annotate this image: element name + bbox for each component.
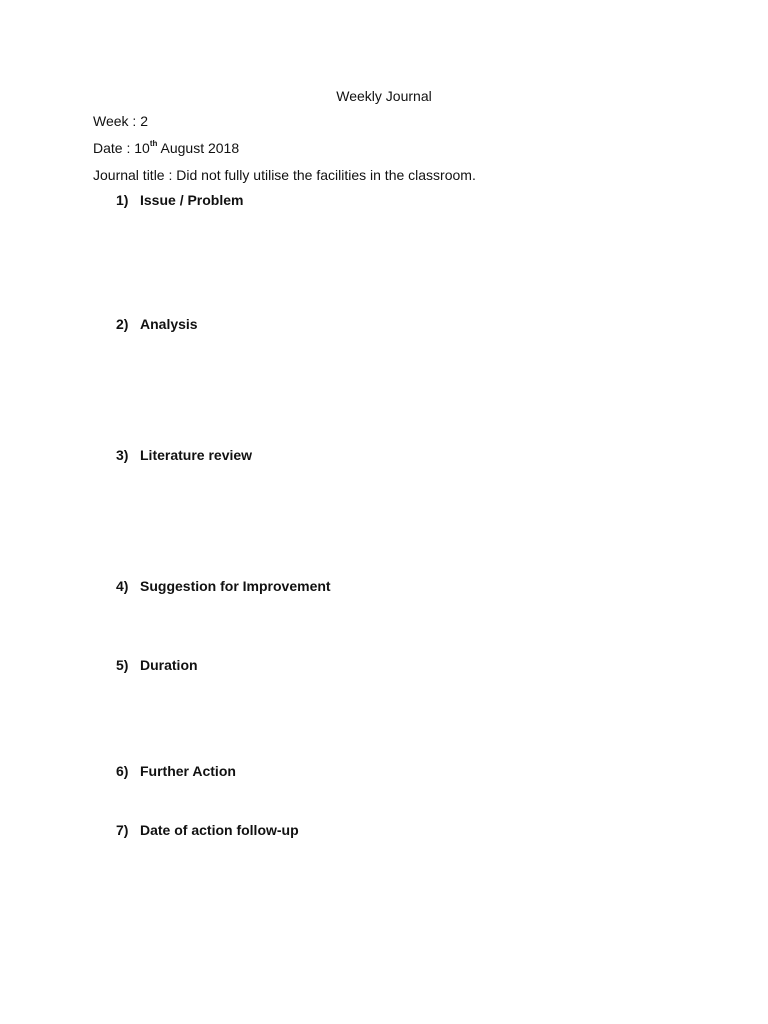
journal-title-line: Journal title : Did not fully utilise the facilities in the classroom.	[93, 167, 476, 183]
section-number: 4)	[116, 578, 129, 594]
date-suffix: August 2018	[157, 140, 240, 156]
section-label: Date of action follow-up	[140, 822, 299, 838]
section-further-action	[116, 762, 236, 780]
section-label: Analysis	[140, 316, 198, 332]
section-suggestion-for-improvement	[116, 577, 331, 595]
page-title: Weekly Journal	[336, 88, 432, 104]
section-duration	[116, 656, 198, 674]
section-number: 5)	[116, 657, 129, 673]
section-literature-review	[116, 446, 252, 464]
section-label: Duration	[140, 657, 198, 673]
date-superscript: th	[149, 139, 158, 149]
section-number: 7)	[116, 822, 129, 838]
section-label: Literature review	[140, 447, 253, 463]
section-number: 1)	[116, 192, 129, 208]
date-line	[93, 139, 239, 157]
section-issue-problem	[116, 191, 243, 209]
section-number: 6)	[116, 763, 129, 779]
date-prefix: Date : 10	[93, 140, 150, 156]
section-analysis	[116, 315, 198, 333]
section-number: 2)	[116, 316, 129, 332]
section-number: 3)	[116, 447, 129, 463]
section-label: Further Action	[140, 763, 236, 779]
week-line: Week : 2	[93, 113, 148, 129]
section-label: Issue / Problem	[140, 192, 244, 208]
section-date-of-action-follow-up	[116, 821, 299, 839]
section-label: Suggestion for Improvement	[140, 578, 331, 594]
